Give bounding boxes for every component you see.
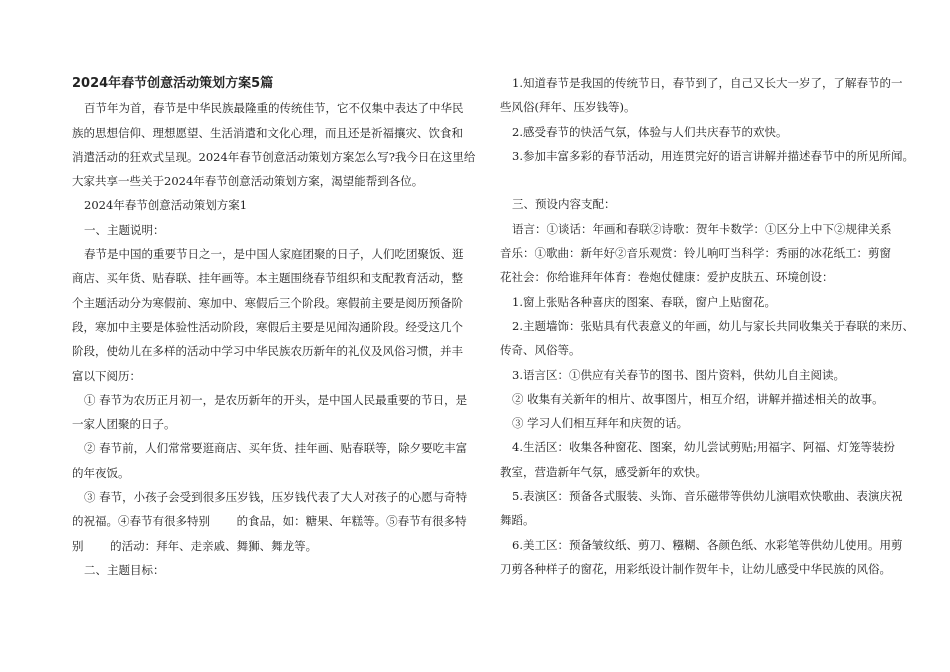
right-column [500, 71, 914, 581]
section-heading: 一、主题说明： [84, 222, 165, 237]
list-item: 2.感受春节的快活气氛，体验与人们共庆春节的欢快。 [512, 124, 788, 139]
blank-line [500, 168, 892, 192]
paragraph-line: 族的思想信仰、理想愿望、生活消遣和文化心理，而且还是祈福攘灾、饮食和 [72, 125, 463, 140]
paragraph-line: 花社会：你给谁拜年体育：卷炮仗健康：爱护皮肤五、环境创设： [500, 270, 834, 285]
paragraph-line: 段，寒加中主要是体验性活动阶段，寒假后主要是见闻沟通阶段。经受这几个 [72, 319, 463, 334]
list-item: 的年夜饭。 [72, 465, 130, 480]
paragraph-line: 音乐：①歌曲：新年好②音乐观赏：铃儿响叮当科学：秀丽的冰花纸工：剪窗 [500, 246, 891, 261]
list-item: 些风俗(拜年、压岁钱等)。 [500, 100, 636, 115]
list-item: 6.美工区：预备皱纹纸、剪刀、糨糊、各颜色纸、水彩笔等供幼儿使用。用剪 [512, 537, 903, 552]
list-item: 教室，营造新年气氛，感受新年的欢快。 [500, 464, 707, 479]
section-heading: 二、主题目标： [84, 562, 165, 577]
list-item: 的祝福。④春节有很多特别 的食品，如：糖果、年糕等。⑤春节有很多特 [72, 514, 467, 529]
list-item: 4.生活区：收集各种窗花、图案，幼儿尝试剪贴;用福字、阿福、灯笼等装扮 [512, 440, 895, 455]
list-item: 5.表演区：预备各式服装、头饰、音乐磁带等供幼儿演唱欢快歌曲、表演庆祝 [512, 489, 903, 504]
list-item: 刀剪各种样子的窗花，用彩纸设计制作贺年卡，让幼儿感受中华民族的风俗。 [500, 561, 891, 576]
paragraph-line: 大家共享一些关于2024年春节创意活动策划方案，渴望能帮到各位。 [72, 174, 424, 189]
list-item: 3.语言区：①供应有关春节的图书、图片资料，供幼儿自主阅读。 [512, 367, 845, 382]
section-heading: 2024年春节创意活动策划方案1 [84, 198, 248, 213]
paragraph-line: 春节是中国的重要节日之一，是中国人家庭团聚的日子，人们吃团聚饭、逛 [84, 247, 464, 262]
list-item: 传奇、风俗等。 [500, 343, 581, 358]
paragraph-line: 个主题活动分为寒假前、寒加中、寒假后三个阶段。寒假前主要是阅历预备阶 [72, 295, 463, 310]
section-heading: 三、预设内容支配： [512, 197, 616, 212]
list-item: 1.窗上张贴各种喜庆的图案、春联，窗户上贴窗花。 [512, 294, 776, 309]
left-column [72, 72, 476, 582]
list-item: 别 的活动：拜年、走亲戚、舞狮、舞龙等。 [72, 538, 318, 553]
paragraph-line: 富以下阅历： [72, 368, 141, 383]
list-item: 舞蹈。 [500, 513, 535, 528]
paragraph-line: 语言：①谈话：年画和春联②诗歌：贺年卡数学：①区分上中下②规律关系 [512, 221, 892, 236]
list-item: 一家人团聚的日子。 [72, 417, 176, 432]
paragraph-line: 消遣活动的狂欢式呈现。2024年春节创意活动策划方案怎么写?我今日在这里给 [72, 149, 476, 164]
list-item: ③ 春节，小孩子会受到很多压岁钱，压岁钱代表了大人对孩子的心愿与奇特 [84, 490, 468, 505]
list-item: 3.参加丰富多彩的春节活动，用连贯完好的语言讲解并描述春节中的所见所闻。 [512, 148, 914, 163]
list-item: ② 春节前，人们常常要逛商店、买年货、挂年画、贴春联等，除夕要吃丰富 [84, 441, 468, 456]
list-item: ① 春节为农历正月初一，是农历新年的开头，是中国人民最重要的节日，是 [84, 392, 468, 407]
paragraph-line: 百节年为首，春节是中华民族最隆重的传统佳节，它不仅集中表达了中华民 [84, 101, 464, 116]
list-item: ② 收集有关新年的相片、故事图片，相互介绍，讲解并描述相关的故事。 [512, 391, 884, 406]
list-item: ③ 学习人们相互拜年和庆贺的话。 [512, 416, 689, 431]
paragraph-line: 阶段，使幼儿在多样的活动中学习中华民族农历新年的礼仪及风俗习惯，并丰 [72, 344, 463, 359]
list-item: 1.知道春节是我国的传统节日，春节到了，自己又长大一岁了，了解春节的一 [512, 76, 903, 90]
document-title: 2024年春节创意活动策划方案5篇 [72, 76, 274, 91]
paragraph-line: 商店、买年货、贴春联、挂年画等。本主题围绕春节组织和支配教育活动，整 [72, 271, 463, 286]
list-item: 2.主题墙饰：张贴具有代表意义的年画，幼儿与家长共同收集关于春联的来历、 [512, 318, 914, 333]
